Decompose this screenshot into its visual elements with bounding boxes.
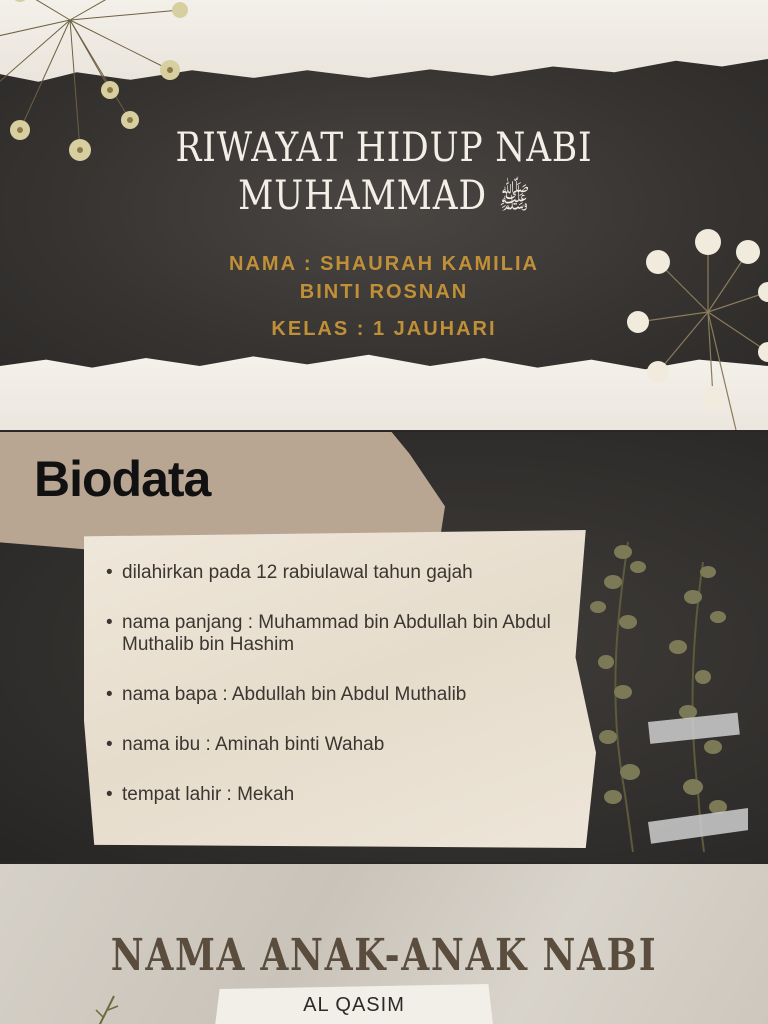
list-item: • nama panjang : Muhammad bin Abdullah bin Abdul Muthalib bin Hashim: [106, 612, 556, 656]
list-item: • tempat lahir : Mekah: [106, 784, 556, 806]
list-item: • dilahirkan pada 12 rabiulawal tahun gajah: [106, 562, 556, 584]
list-item: • nama bapa : Abdullah bin Abdul Muthalib: [106, 684, 556, 706]
dried-plant-icon: [578, 532, 748, 852]
student-name-line-2: BINTI ROSNAN: [299, 281, 469, 303]
biodata-heading: Biodata: [34, 451, 211, 507]
children-slide: [0, 864, 768, 1024]
student-name-line-1: NAMA : SHAURAH KAMILIA: [229, 253, 539, 275]
child-name-label: AL QASIM: [303, 994, 405, 1016]
children-heading: NAMA ANAK-ANAK NABI: [110, 930, 658, 981]
biodata-list: [106, 562, 556, 834]
student-name: [0, 250, 768, 306]
list-item: • nama ibu : Aminah binti Wahab: [106, 734, 556, 756]
title-line-2: MUHAMMAD: [238, 173, 487, 219]
honorific-calligraphy: ﷺ: [498, 181, 530, 216]
biodata-slide: [0, 432, 768, 862]
page-title: [54, 124, 714, 223]
title-line-1: RIWAYAT HIDUP NABI: [175, 125, 593, 171]
grass-stem-icon: [92, 990, 132, 1024]
student-class: KELAS : 1 JAUHARI: [271, 318, 497, 340]
title-slide: [0, 0, 768, 430]
